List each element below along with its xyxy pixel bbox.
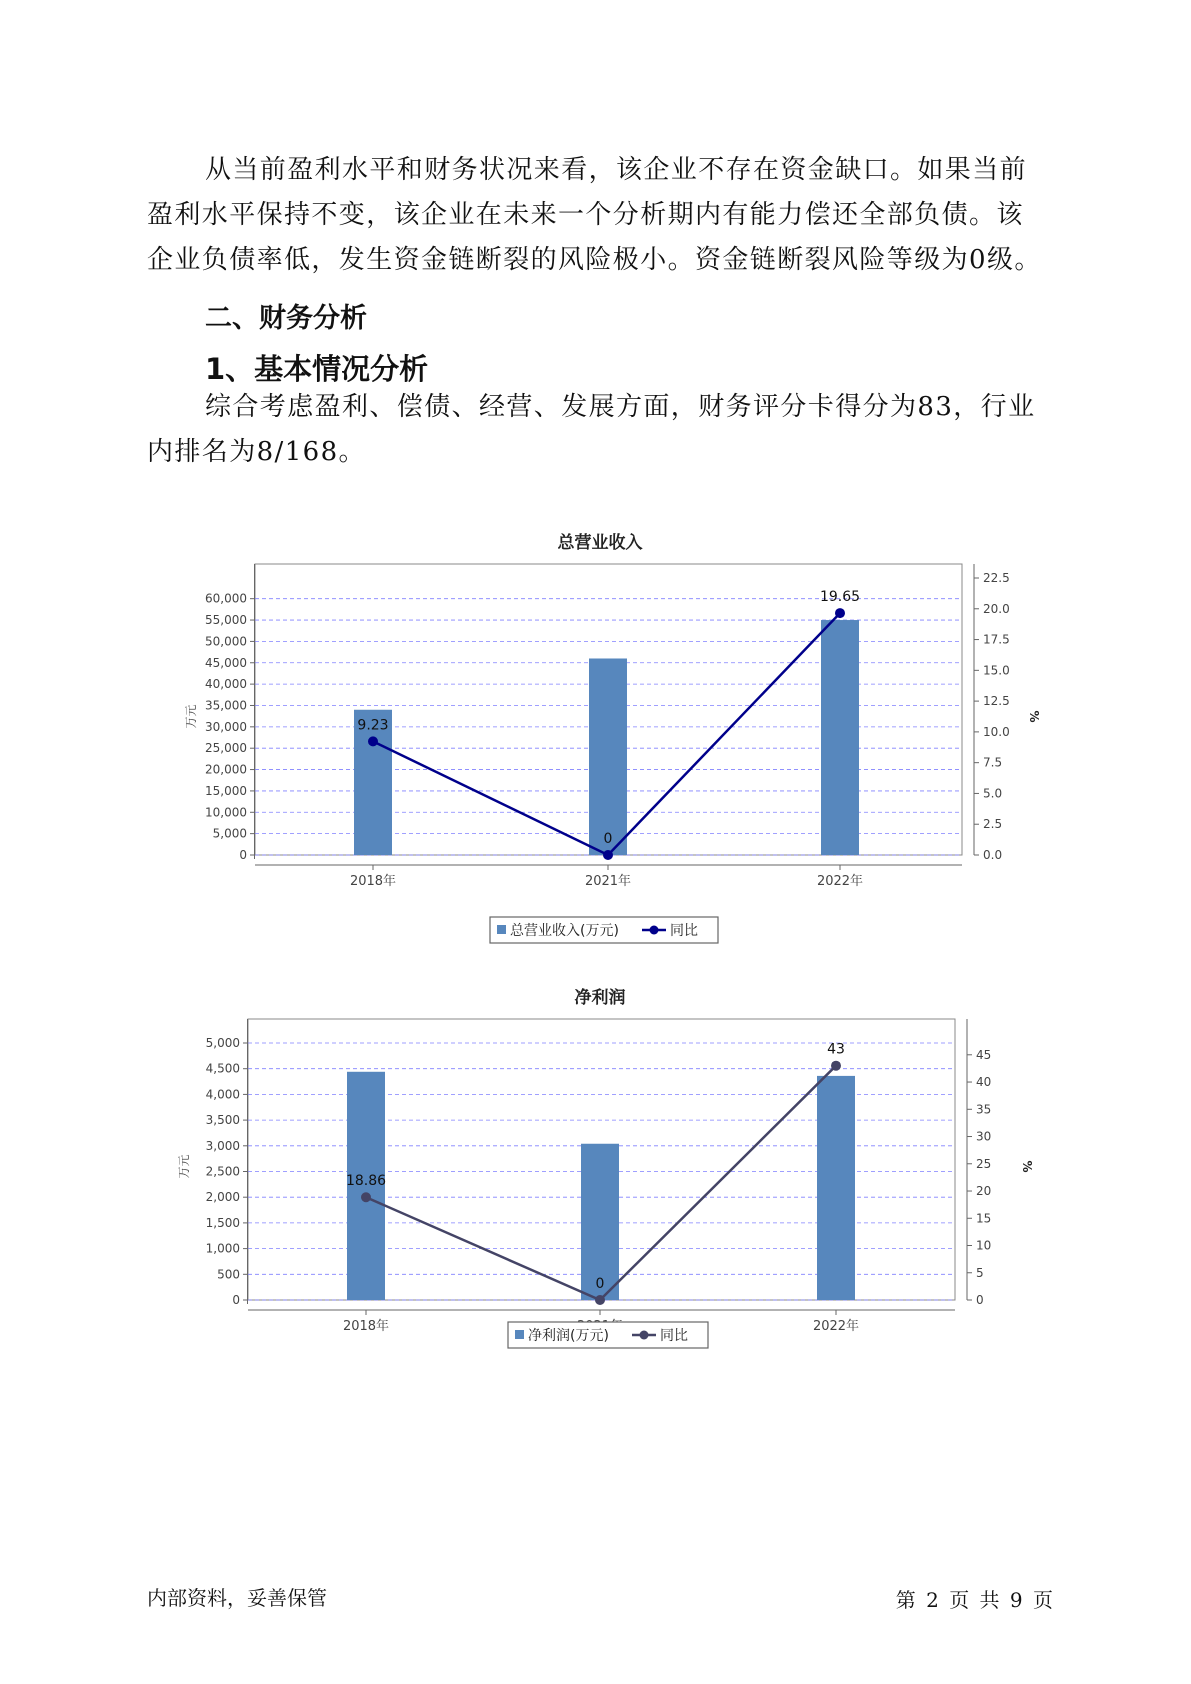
y2-tick-label: 20.0 [983,601,1010,616]
y-tick-label: 4,000 [205,1087,240,1102]
y-tick-label: 500 [217,1267,240,1282]
y-tick-label: 5,000 [205,1036,240,1050]
y-tick-label: 1,000 [205,1241,240,1256]
y2-tick-label: 30 [976,1129,992,1144]
y2-tick-label: 15 [976,1211,992,1226]
y-tick-label: 55,000 [205,613,247,628]
y2-tick-label: 40 [976,1075,992,1090]
y2-tick-label: 0 [976,1293,984,1307]
y2-tick-label: 10.0 [983,724,1010,739]
y2-tick-label: 25 [976,1156,992,1171]
yoy-point [595,1295,605,1305]
y-axis-title: 万元 [177,1154,191,1179]
y-tick-label: 4,500 [205,1061,240,1076]
yoy-data-label: 43 [827,1041,845,1058]
y2-tick-label: 5 [976,1265,984,1280]
y2-tick-label: 12.5 [983,694,1010,709]
y-tick-label: 0 [232,1293,240,1307]
paragraph-risk-summary-text: 从当前盈利水平和财务状况来看，该企业不存在资金缺口。如果当前盈利水平保持不变，该企业在未来一个分析期内有能力偿还全部负债。该企业负债率低，发生资金链断裂的风险极小。资金链断裂风险等级为0级。 [147,155,1042,275]
y-tick-label: 25,000 [205,741,247,756]
y-tick-label: 0 [239,848,247,862]
y2-axis-title: % [1027,710,1041,723]
y-axis-title: 万元 [184,704,198,729]
legend-bar-label: 总营业收入(万元) [510,923,619,939]
legend-line-label: 同比 [660,1328,688,1344]
bar [821,620,859,855]
legend-bar-swatch [515,1330,524,1339]
legend-bar-label: 净利润(万元) [528,1328,609,1344]
y-tick-label: 3,000 [205,1138,240,1153]
y-tick-label: 30,000 [205,719,247,734]
footer-confidential-note: 内部资料，妥善保管 [147,1586,327,1610]
x-tick-label: 2022年 [812,1319,860,1334]
yoy-data-label: 0 [595,1276,605,1292]
section-heading: 二、财务分析 [205,303,367,334]
revenue-chart-svg [0,520,1191,980]
y-tick-label: 40,000 [205,677,247,692]
yoy-point [368,736,378,746]
yoy-point [835,608,845,618]
x-tick-label: 2022年 [816,874,864,889]
y-tick-label: 20,000 [205,762,247,777]
footer-page-number: 第 2 页 共 9 页 [895,1588,1053,1612]
x-tick-label: 2018年 [349,874,397,889]
legend-line-marker [640,1331,649,1340]
bar [589,658,627,855]
y-tick-label: 50,000 [205,634,247,649]
paragraph-score-summary-text: 综合考虑盈利、偿债、经营、发展方面，财务评分卡得分为83，行业内排名为8/168。 [147,392,1036,467]
y-tick-label: 3,500 [205,1113,240,1128]
y-tick-label: 45,000 [205,655,247,670]
y-tick-label: 10,000 [205,805,247,820]
yoy-point [603,850,613,860]
net-profit-chart-svg [0,988,1191,1465]
y-tick-label: 2,000 [205,1190,240,1205]
y2-tick-label: 20 [976,1184,992,1199]
y2-tick-label: 22.5 [983,571,1010,585]
chart-title: 净利润 [574,988,626,1008]
legend-line-marker [650,926,659,935]
y2-tick-label: 35 [976,1102,992,1117]
y2-tick-label: 0.0 [983,848,1003,862]
y2-tick-label: 2.5 [983,817,1003,832]
y2-tick-label: 15.0 [983,663,1010,678]
paragraph-risk-summary [147,148,1045,283]
y2-tick-label: 17.5 [983,632,1010,647]
legend-bar-swatch [497,925,506,934]
revenue-chart [0,520,1191,980]
yoy-data-label: 18.86 [345,1173,387,1190]
y-tick-label: 60,000 [205,591,247,606]
yoy-point [361,1192,371,1202]
paragraph-score-summary [147,385,1045,475]
y-tick-label: 2,500 [205,1164,240,1179]
y2-axis-title: % [1020,1160,1034,1173]
y-tick-label: 15,000 [205,783,247,798]
yoy-data-label: 9.23 [357,717,389,734]
net-profit-chart [0,988,1191,1465]
yoy-data-label: 19.65 [819,589,861,606]
x-tick-label: 2021年 [584,874,632,889]
y2-tick-label: 45 [976,1047,992,1062]
x-tick-label: 2018年 [342,1319,390,1334]
y-tick-label: 1,500 [205,1215,240,1230]
y-tick-label: 5,000 [212,826,247,841]
subsection-heading: 1、基本情况分析 [205,352,429,386]
y-tick-label: 35,000 [205,698,247,713]
y2-tick-label: 7.5 [983,755,1003,770]
chart-title: 总营业收入 [557,533,643,553]
bar [817,1076,855,1300]
y2-tick-label: 10 [976,1238,992,1253]
yoy-data-label: 0 [603,831,613,847]
yoy-point [831,1061,841,1071]
y2-tick-label: 5.0 [983,786,1003,801]
legend-line-label: 同比 [670,923,698,939]
